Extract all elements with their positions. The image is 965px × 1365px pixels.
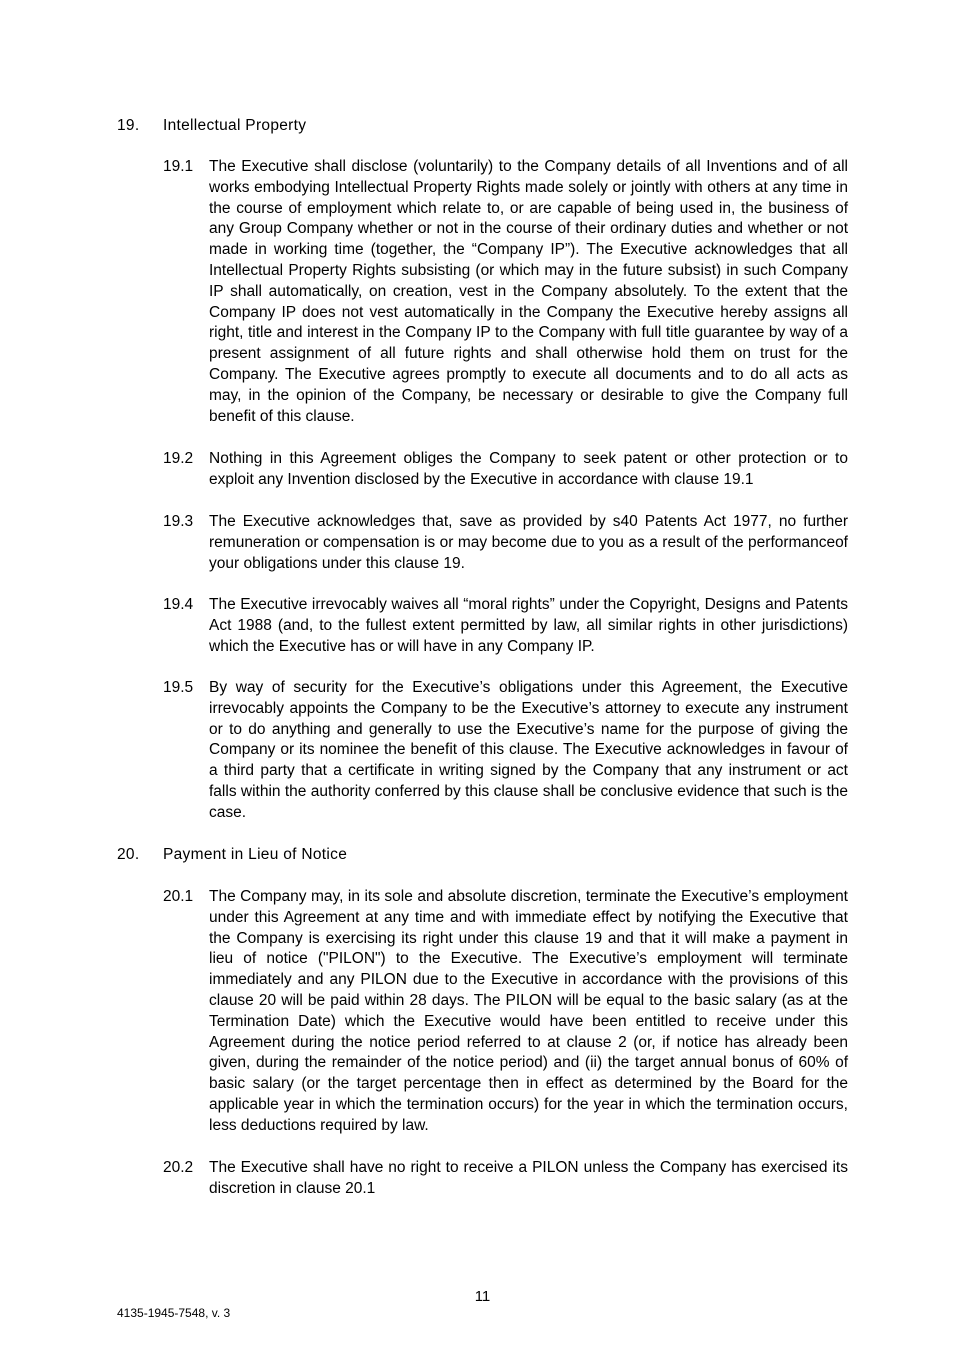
section-number: 19.: [117, 117, 140, 134]
clause-text: By way of security for the Executive’s obligations under this Agreement, the Executive irrevocably appoints the Company to be the Executive’s attorney to execute any instrument or to do anything and generally to use the Executive’s name for the purpose of giving the Company or its nominee the benefit of this clause. The Executive acknowledges in favour of a third party that a certificate in writing signed by the Company that any instrument or act falls within the authority conferred by this clause shall be conclusive evidence that such is the case.: [209, 679, 848, 821]
clause-19-3: [163, 512, 848, 574]
section-title: Payment in Lieu of Notice: [163, 846, 348, 863]
clause-text: The Executive acknowledges that, save as provided by s40 Patents Act 1977, no further remuneration or compensation is or may become due to you as a result of the performanceof your obligations under this clause 19.: [209, 513, 848, 572]
clause-19-4: [163, 595, 848, 657]
clause-number: 20.2: [163, 1159, 194, 1176]
section-20-heading: [117, 846, 347, 864]
clause-20-1: [163, 887, 848, 1137]
clause-number: 19.4: [163, 596, 194, 613]
clause-number: 19.3: [163, 513, 194, 530]
section-number: 20.: [117, 846, 140, 863]
clause-text: The Company may, in its sole and absolute discretion, terminate the Executive’s employment under this Agreement at any time and with immediate effect by notifying the Executive that the Company is exercising its right under this clause 19 and that it will make a payment in lieu of notice ("PILON") to the Executive. The Executive’s employment will terminate immediately and any PILON due to the Executive in accordance with the provisions of this clause 20 will be paid within 28 days. The PILON will be equal to the basic salary (as at the Termination Date) which the Executive would have been entitled to receive under this Agreement during the notice period referred to at clause 2 (or, if notice has already been given, during the remainder of the notice period) and (ii) the target annual bonus of 60% of basic salary (or the target percentage then in effect as determined by the Board for the applicable year in which the termination occurs) for the year in which the termination occurs, less deductions required by law.: [209, 888, 848, 1134]
section-title: Intellectual Property: [163, 117, 307, 134]
clause-19-2: [163, 449, 848, 491]
clause-text: Nothing in this Agreement obliges the Company to seek patent or other protection or to exploit any Invention disclosed by the Executive in accordance with clause 19.1: [209, 450, 848, 488]
clause-19-5: [163, 678, 848, 824]
page-number: 11: [474, 1288, 491, 1305]
clause-number: 19.5: [163, 679, 194, 696]
clause-text: The Executive shall have no right to receive a PILON unless the Company has exercised its discretion in clause 20.1: [209, 1159, 848, 1197]
clause-text: The Executive irrevocably waives all “moral rights” under the Copyright, Designs and Patents Act 1988 (and, to the fullest extent permitted by law, all similar rights in other jurisdictions) which the Executive has or will have in any Company IP.: [209, 596, 848, 655]
clause-number: 19.1: [163, 158, 194, 175]
document-id: 4135-1945-7548, v. 3: [117, 1306, 231, 1320]
clause-19-1: [163, 157, 848, 427]
clause-number: 20.1: [163, 888, 194, 905]
clause-number: 19.2: [163, 450, 194, 467]
clause-20-2: [163, 1158, 848, 1200]
clause-text: The Executive shall disclose (voluntarily) to the Company details of all Inventions and of all works embodying Intellectual Property Rights made solely or jointly with others at any time in the course of employment which relate to, or are capable of being used in, the business of any Group Company whether or not in the course of their ordinary duties and whether or not made in working time (together, the “Company IP”). The Executive acknowledges that all Intellectual Property Rights subsisting (or which may in the future subsist) in such Company IP shall automatically, on creation, vest in the Company absolutely. To the extent that the Company IP does not vest automatically in the Company the Executive hereby assigns all right, title and interest in the Company IP to the Company with full title guarantee by way of a present assignment of all future rights and shall otherwise hold them on trust for the Company. The Executive agrees promptly to execute all documents and to do all acts as may, in the opinion of the Company, be necessary or desirable to give the Company full benefit of this clause.: [209, 158, 848, 425]
section-19-heading: [117, 117, 306, 135]
